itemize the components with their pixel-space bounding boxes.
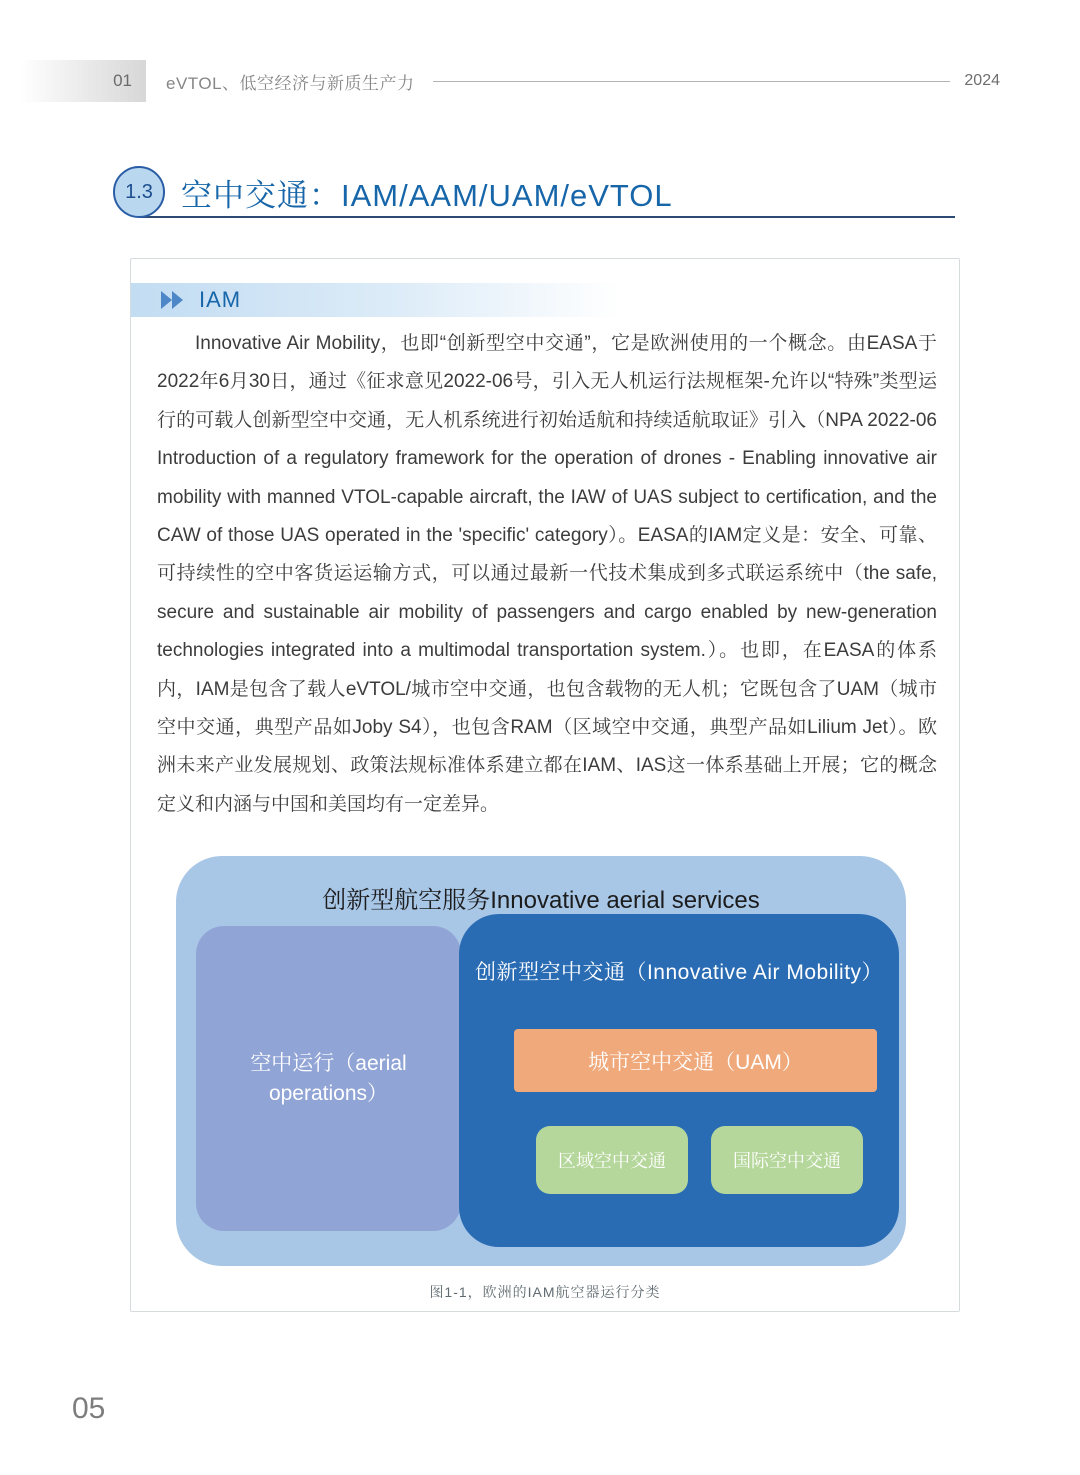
figure-title: 创新型航空服务Innovative aerial services bbox=[322, 887, 760, 914]
chapter-title: eVTOL、低空经济与新质生产力 bbox=[166, 73, 415, 93]
innovative-air-mobility-box bbox=[459, 914, 899, 1247]
content-card bbox=[130, 258, 960, 1312]
aerial-operations-box bbox=[196, 926, 461, 1231]
section-underline bbox=[139, 216, 955, 218]
section-number-badge bbox=[113, 166, 165, 218]
regional-air-mobility-box bbox=[536, 1126, 688, 1194]
aerial-operations-label: 空中运行（aerial operations） bbox=[250, 1051, 407, 1105]
subsection-heading: IAM bbox=[199, 287, 242, 312]
header-year: 2024 bbox=[964, 72, 1000, 89]
page-number: 05 bbox=[72, 1392, 106, 1425]
uam-label: 城市空中交通（UAM） bbox=[588, 1050, 803, 1074]
body-paragraph: Innovative Air Mobility，也即“创新型空中交通”，它是欧洲使用的一个概念。由EASA于2022年6月30日，通过《征求意见2022-06号，引入无人机运行法规框架-允许以“特殊”类型运行的可载人创新型空中交通，无人机系统进行初始适航和持续适航取证》引入（NPA 2022-06 Introduction of a regulatory framework for the operation of drones - Enabling innovative air mobility with manned VTOL-capable aircraft, the IAW of UAS subject to certification, and the CAW of those UAS operated in the 'specific' category）。EASA的IAM定义是：安全、可靠、可持续性的空中客货运运输方式，可以通过最新一代技术集成到多式联运系统中（the safe, secure and sustainable air mobility of passengers and cargo enabled by new-generation technologies integrated into a multimodal transportation system.）。也即，在EASA的体系内，IAM是包含了载人eVTOL/城市空中交通，也包含载物的无人机；它既包含了UAM（城市空中交通，典型产品如Joby S4），也包含RAM（区域空中交通，典型产品如Lilium Jet）。欧洲未来产业发展规划、政策法规标准体系建立都在IAM、IAS这一体系基础上开展；它的概念定义和内涵与中国和美国均有一定差异。 bbox=[157, 333, 937, 815]
chapter-number-badge bbox=[20, 60, 146, 102]
header-divider bbox=[433, 81, 951, 82]
uam-box bbox=[514, 1029, 877, 1092]
chapter-number: 01 bbox=[113, 71, 132, 90]
section-title: 空中交通：IAM/AAM/UAM/eVTOL bbox=[181, 178, 673, 213]
double-arrow-icon bbox=[161, 290, 187, 310]
regional-air-mobility-label: 区域空中交通 bbox=[558, 1151, 666, 1171]
figure-iam-classification bbox=[176, 856, 906, 1266]
international-air-mobility-box bbox=[711, 1126, 863, 1194]
innovative-air-mobility-label: 创新型空中交通（Innovative Air Mobility） bbox=[474, 961, 884, 984]
section-heading bbox=[113, 168, 958, 218]
page-header bbox=[0, 60, 1080, 102]
section-number: 1.3 bbox=[125, 180, 153, 203]
figure-caption: 图1-1，欧洲的IAM航空器运行分类 bbox=[429, 1284, 661, 1300]
international-air-mobility-label: 国际空中交通 bbox=[733, 1151, 841, 1171]
subsection-heading-band bbox=[131, 283, 621, 317]
